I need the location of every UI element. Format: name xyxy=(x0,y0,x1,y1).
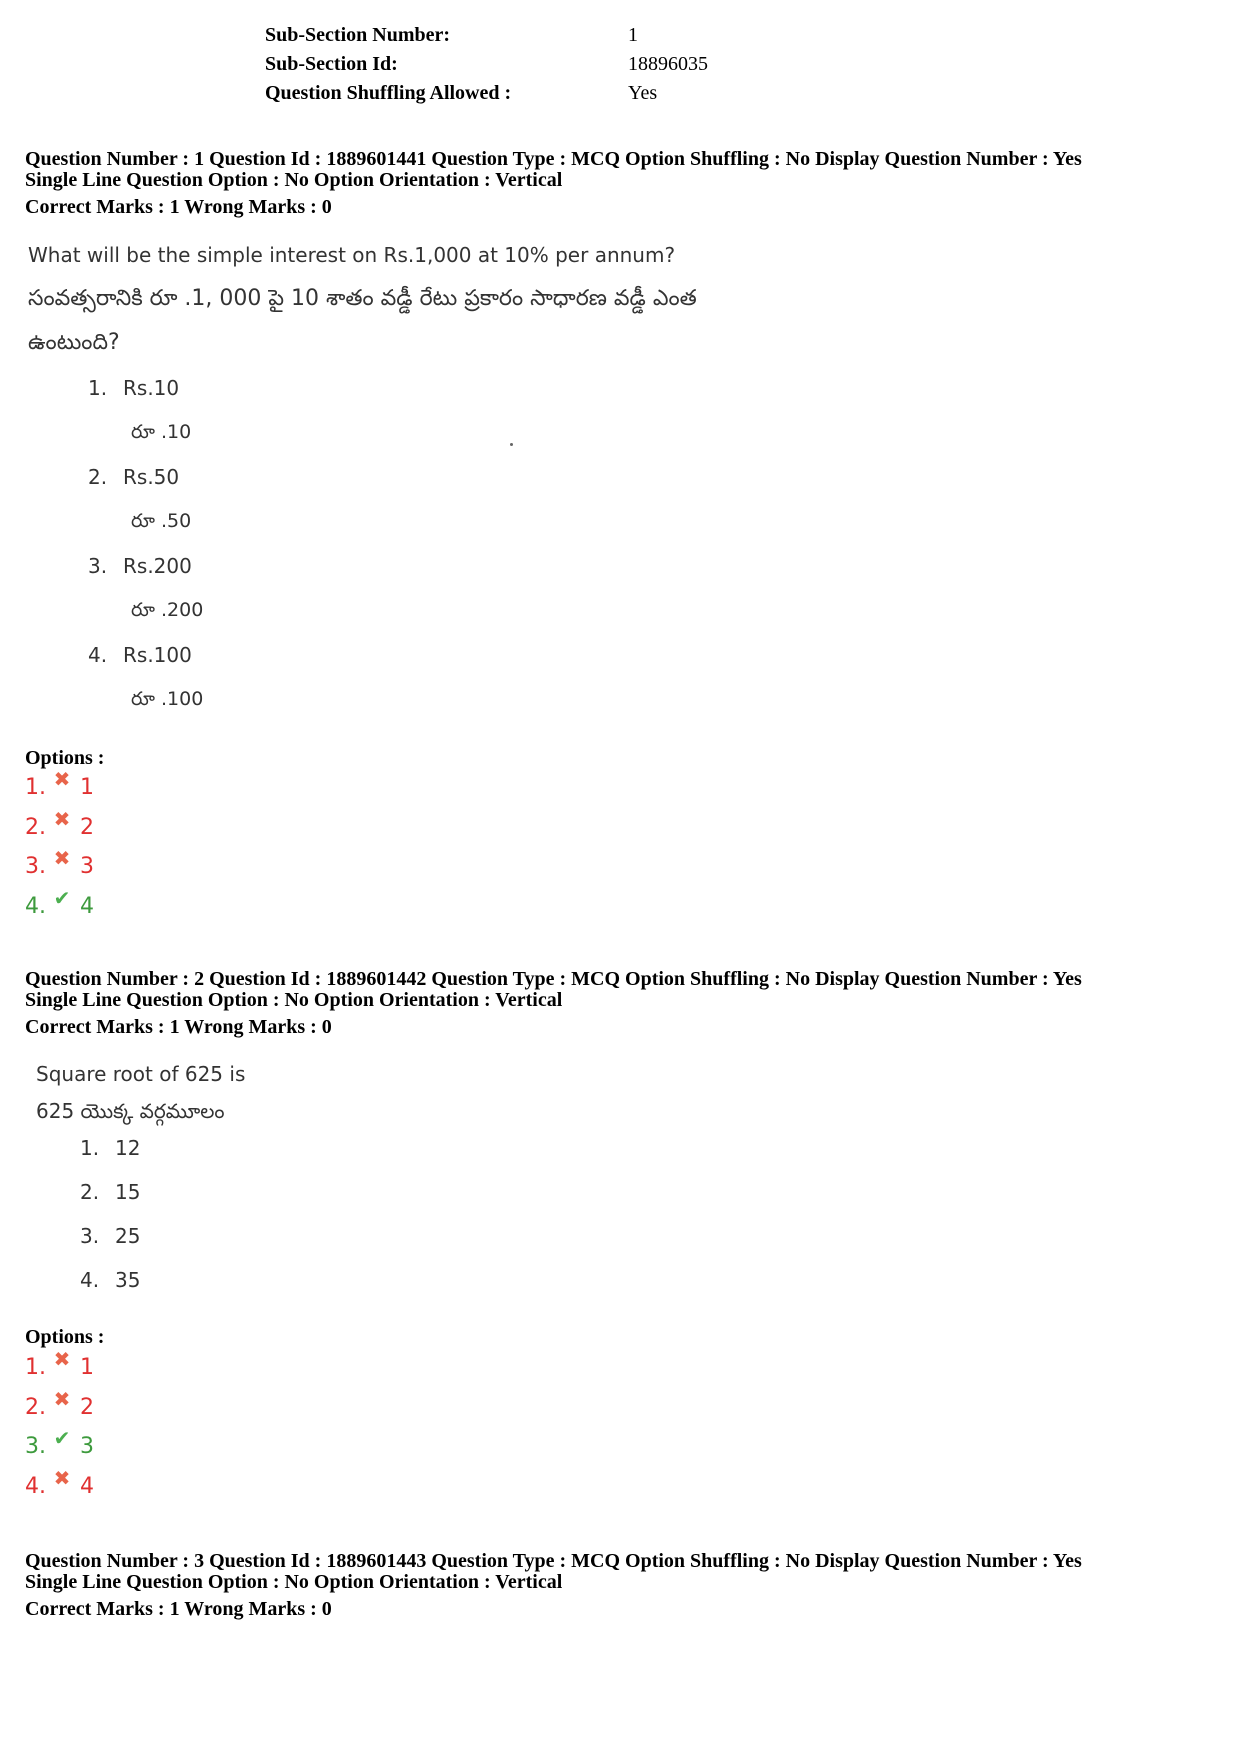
question-3-header xyxy=(25,1551,1082,1620)
question-2-body xyxy=(36,1056,245,1130)
question-1-choice-1: 1. Rs.10 xyxy=(88,376,180,400)
question-2-header xyxy=(25,969,1082,1038)
question-1-choice-2-telugu: రూ .50 xyxy=(131,510,192,532)
question-2-options-label: Options : xyxy=(25,1326,105,1348)
question-2-stem-telugu: 625 యొక్క వర్గమూలం xyxy=(36,1099,225,1123)
question-2-option-line: Single Line Question Option : No Option Orientation : Vertical xyxy=(25,989,563,1011)
subsection-id-label: Sub-Section Id: xyxy=(265,53,398,75)
cross-mark-icon: ✖ xyxy=(53,767,71,791)
question-2-result-2: 2. ✖ 2 xyxy=(25,1387,94,1420)
stray-dot xyxy=(510,443,513,446)
question-3-marks-line: Correct Marks : 1 Wrong Marks : 0 xyxy=(25,1598,332,1620)
question-1-choices xyxy=(88,376,203,732)
question-1-choice-2: 2. Rs.50 xyxy=(88,465,180,489)
question-1-stem-english: What will be the simple interest on Rs.1,000 at 10% per annum? xyxy=(28,243,676,267)
question-1-options-label: Options : xyxy=(25,747,105,769)
question-2-choice-4: 4. 35 xyxy=(80,1268,141,1292)
question-1-header xyxy=(25,149,1082,218)
question-2-stem-english: Square root of 625 is xyxy=(36,1062,246,1086)
check-mark-icon: ✔ xyxy=(53,886,71,910)
question-2-choice-3: 3. 25 xyxy=(80,1224,141,1248)
question-shuffling-label: Question Shuffling Allowed : xyxy=(265,82,512,104)
question-1-result-3: 3. ✖ 3 xyxy=(25,846,94,879)
question-1-choice-1-telugu: రూ .10 xyxy=(131,421,192,443)
cross-mark-icon: ✖ xyxy=(53,1347,71,1371)
question-2-result-3: 3. ✔ 3 xyxy=(25,1426,94,1459)
question-2-choice-1: 1. 12 xyxy=(80,1136,141,1160)
check-mark-icon: ✔ xyxy=(53,1426,71,1450)
question-1-stem-telugu-cont: ఉంటుంది? xyxy=(28,330,120,355)
cross-mark-icon: ✖ xyxy=(53,1466,71,1490)
subsection-number-label: Sub-Section Number: xyxy=(265,24,451,46)
subsection-id-value: 18896035 xyxy=(628,53,708,75)
question-1-choice-3-telugu: రూ .200 xyxy=(131,599,204,621)
question-2-choice-2: 2. 15 xyxy=(80,1180,141,1204)
question-3-info-line: Question Number : 3 Question Id : 1889601443 Question Type : MCQ Option Shuffling : No Display Question Number : Yes xyxy=(25,1550,1082,1572)
subsection-number-row xyxy=(265,24,638,53)
cross-mark-icon: ✖ xyxy=(53,846,71,870)
question-1-result-4: 4. ✔ 4 xyxy=(25,886,94,919)
question-1-choice-3: 3. Rs.200 xyxy=(88,554,192,578)
question-1-option-line: Single Line Question Option : No Option Orientation : Vertical xyxy=(25,169,563,191)
question-2-choices xyxy=(80,1136,140,1312)
question-1-choice-4: 4. Rs.100 xyxy=(88,643,192,667)
question-shuffling-row xyxy=(265,82,658,111)
question-2-result-4: 4. ✖ 4 xyxy=(25,1466,94,1499)
cross-mark-icon: ✖ xyxy=(53,807,71,831)
subsection-id-row xyxy=(265,53,708,82)
question-2-result-1: 1. ✖ 1 xyxy=(25,1347,94,1380)
question-1-result-1: 1. ✖ 1 xyxy=(25,767,94,800)
cross-mark-icon: ✖ xyxy=(53,1387,71,1411)
question-shuffling-value: Yes xyxy=(628,82,658,104)
question-1-stem-telugu: సంవత్సరానికి రూ .1, 000 పై 10 శాతం వడ్డీ రేటు ప్రకారం సాధారణ వడ్డీ ఎంత xyxy=(28,286,697,311)
question-1-choice-4-telugu: రూ .100 xyxy=(131,688,204,710)
question-1-result-2: 2. ✖ 2 xyxy=(25,807,94,840)
question-1-marks-line: Correct Marks : 1 Wrong Marks : 0 xyxy=(25,196,332,218)
question-1-info-line: Question Number : 1 Question Id : 1889601441 Question Type : MCQ Option Shuffling : No Display Question Number : Yes xyxy=(25,148,1082,170)
subsection-meta xyxy=(265,24,708,111)
question-3-option-line: Single Line Question Option : No Option Orientation : Vertical xyxy=(25,1571,563,1593)
question-2-info-line: Question Number : 2 Question Id : 1889601442 Question Type : MCQ Option Shuffling : No Display Question Number : Yes xyxy=(25,968,1082,990)
subsection-number-value: 1 xyxy=(628,24,638,46)
question-2-marks-line: Correct Marks : 1 Wrong Marks : 0 xyxy=(25,1016,332,1038)
question-1-body xyxy=(28,233,697,365)
